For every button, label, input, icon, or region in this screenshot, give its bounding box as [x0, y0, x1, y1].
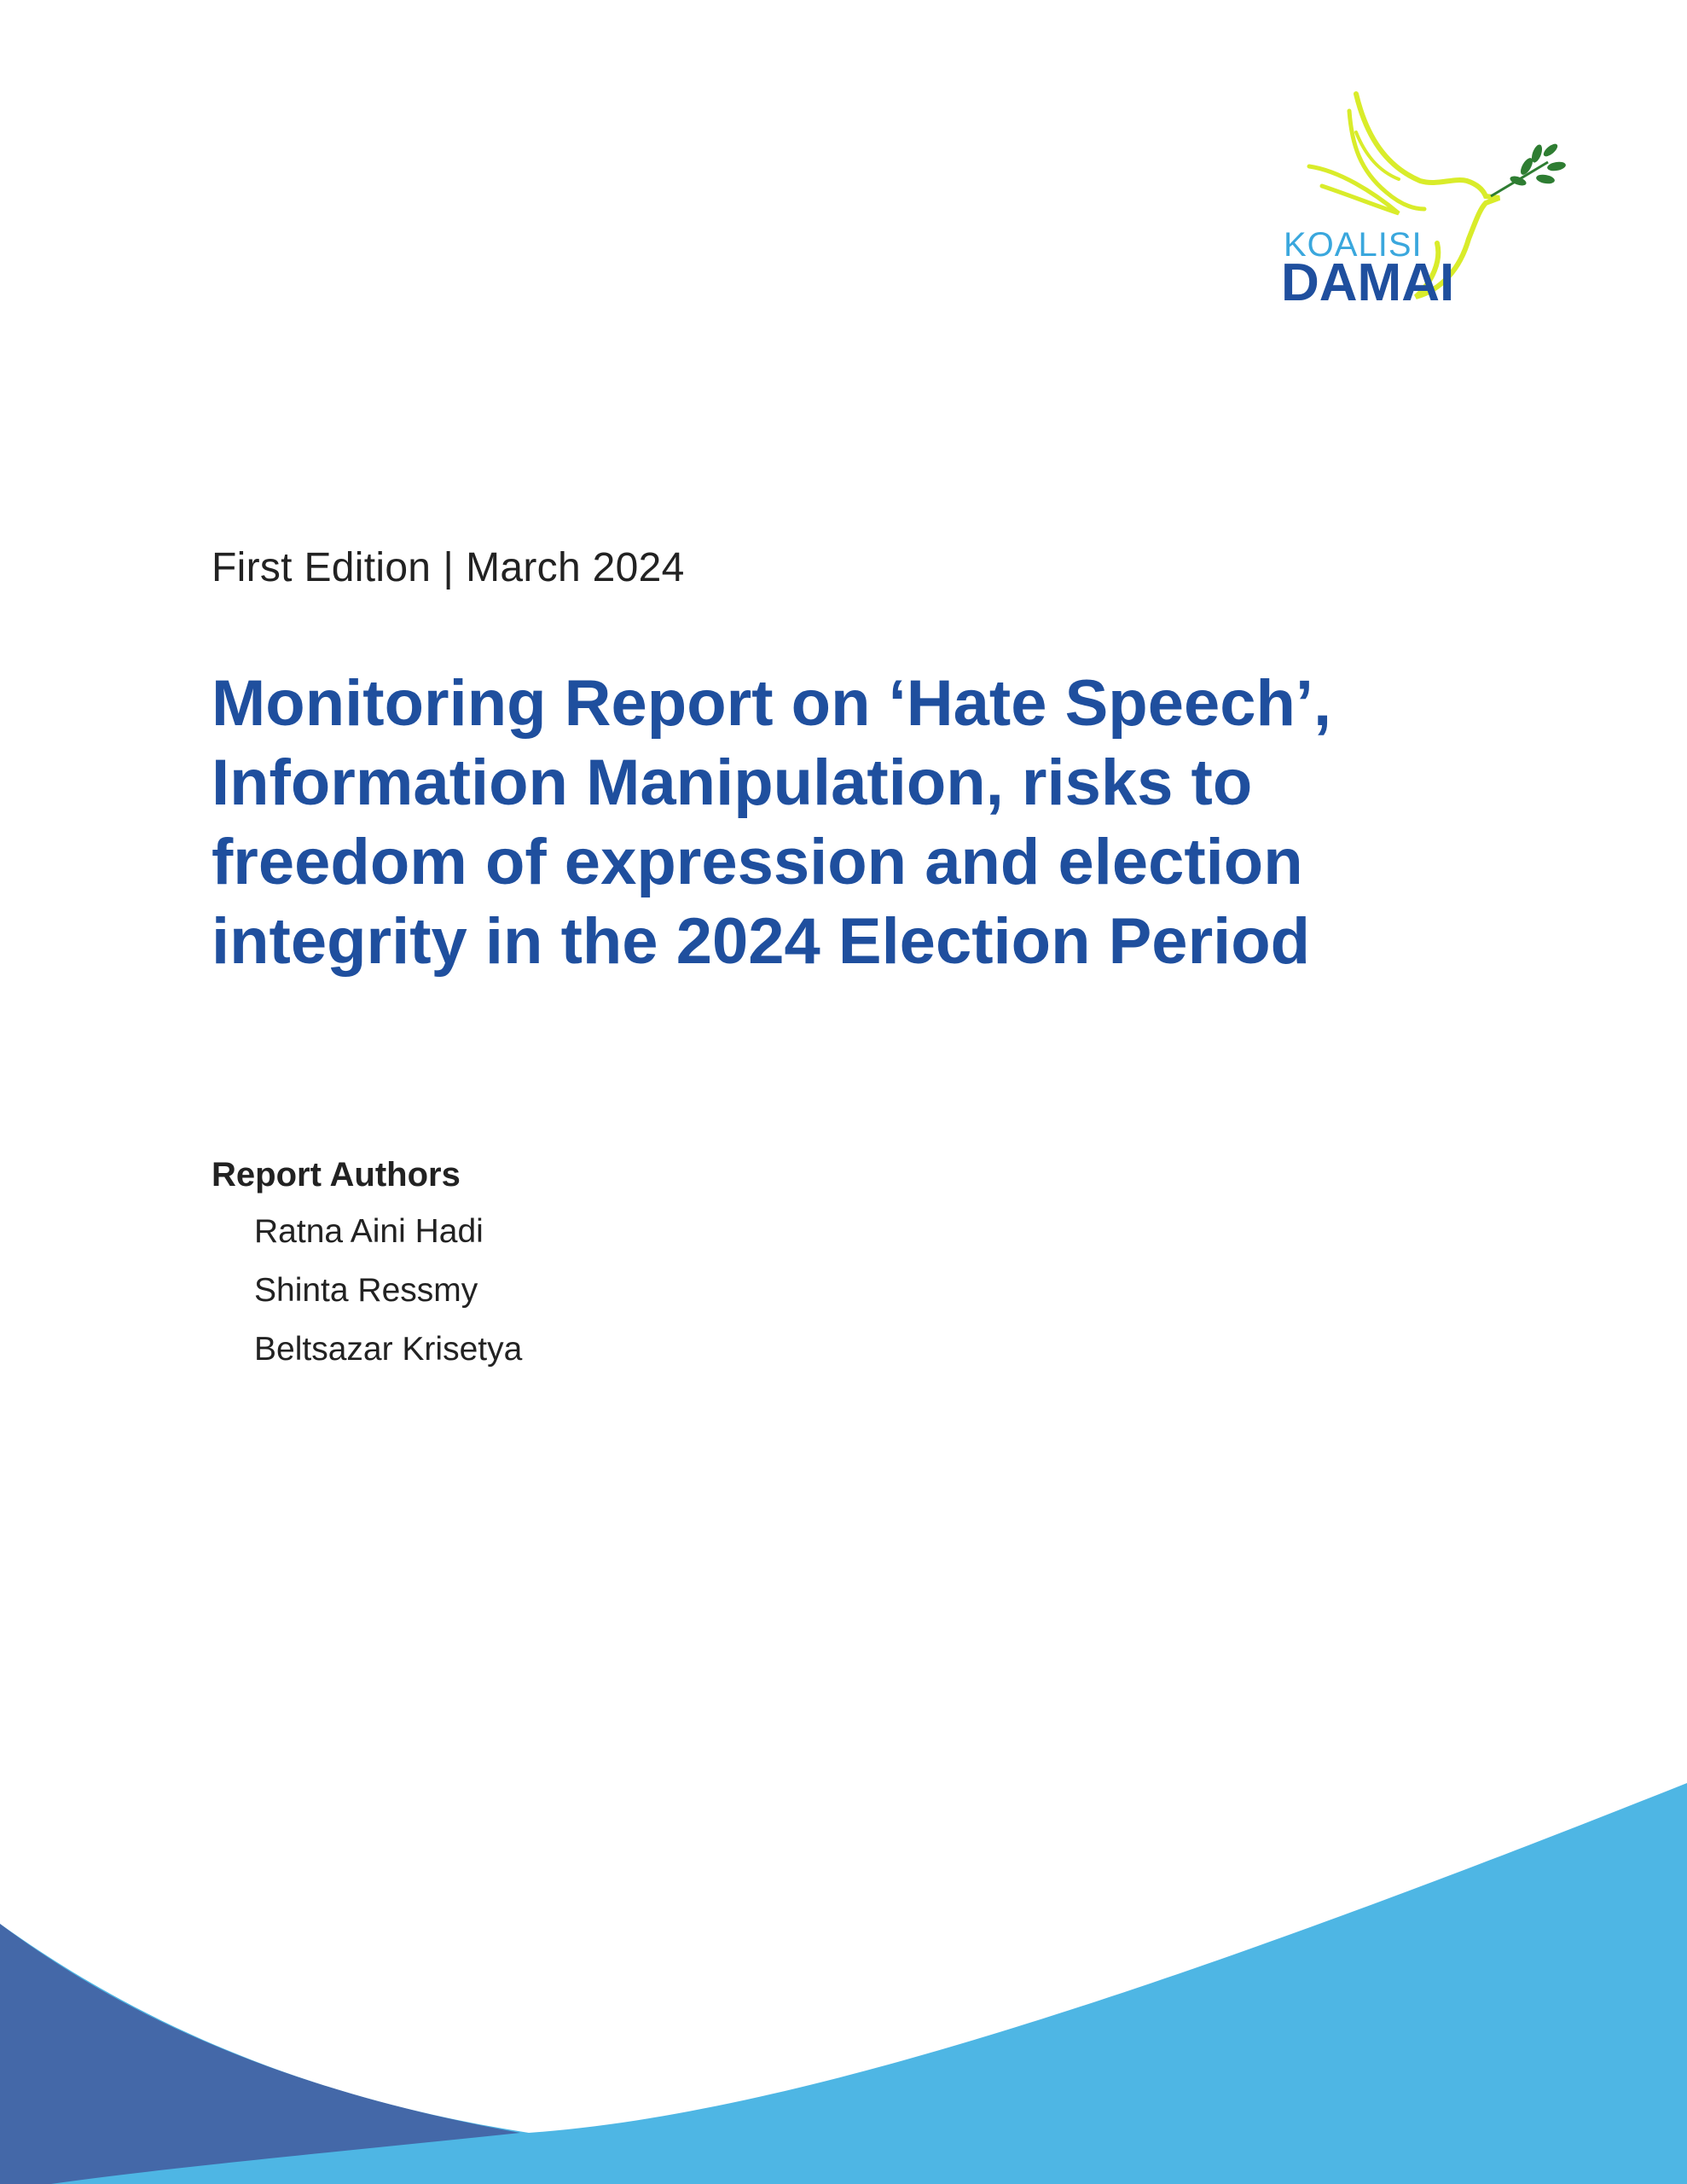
author-name: Ratna Aini Hadi	[254, 1213, 484, 1250]
dove-logo-icon	[1271, 85, 1595, 316]
olive-branch-icon	[1491, 142, 1567, 196]
logo-koalisi-text: KOALISI	[1284, 226, 1423, 264]
decorative-wave	[0, 1757, 1687, 2184]
koalisi-damai-logo	[1271, 85, 1595, 316]
edition-label: First Edition	[212, 545, 432, 590]
edition-separator: |	[443, 545, 455, 590]
author-name: Shinta Ressmy	[254, 1272, 478, 1309]
authors-section	[212, 1156, 522, 1388]
authors-heading: Report Authors	[212, 1156, 461, 1194]
logo-damai-text: DAMAI	[1281, 253, 1455, 312]
author-name: Beltsazar Krisetya	[254, 1331, 523, 1368]
report-title: Monitoring Report on ‘Hate Speech’, Information Manipulation, risks to freedom of expression and election integrity in the 2024 Election Period	[212, 667, 1332, 978]
edition-line	[212, 544, 685, 591]
edition-date: March 2024	[466, 545, 685, 590]
